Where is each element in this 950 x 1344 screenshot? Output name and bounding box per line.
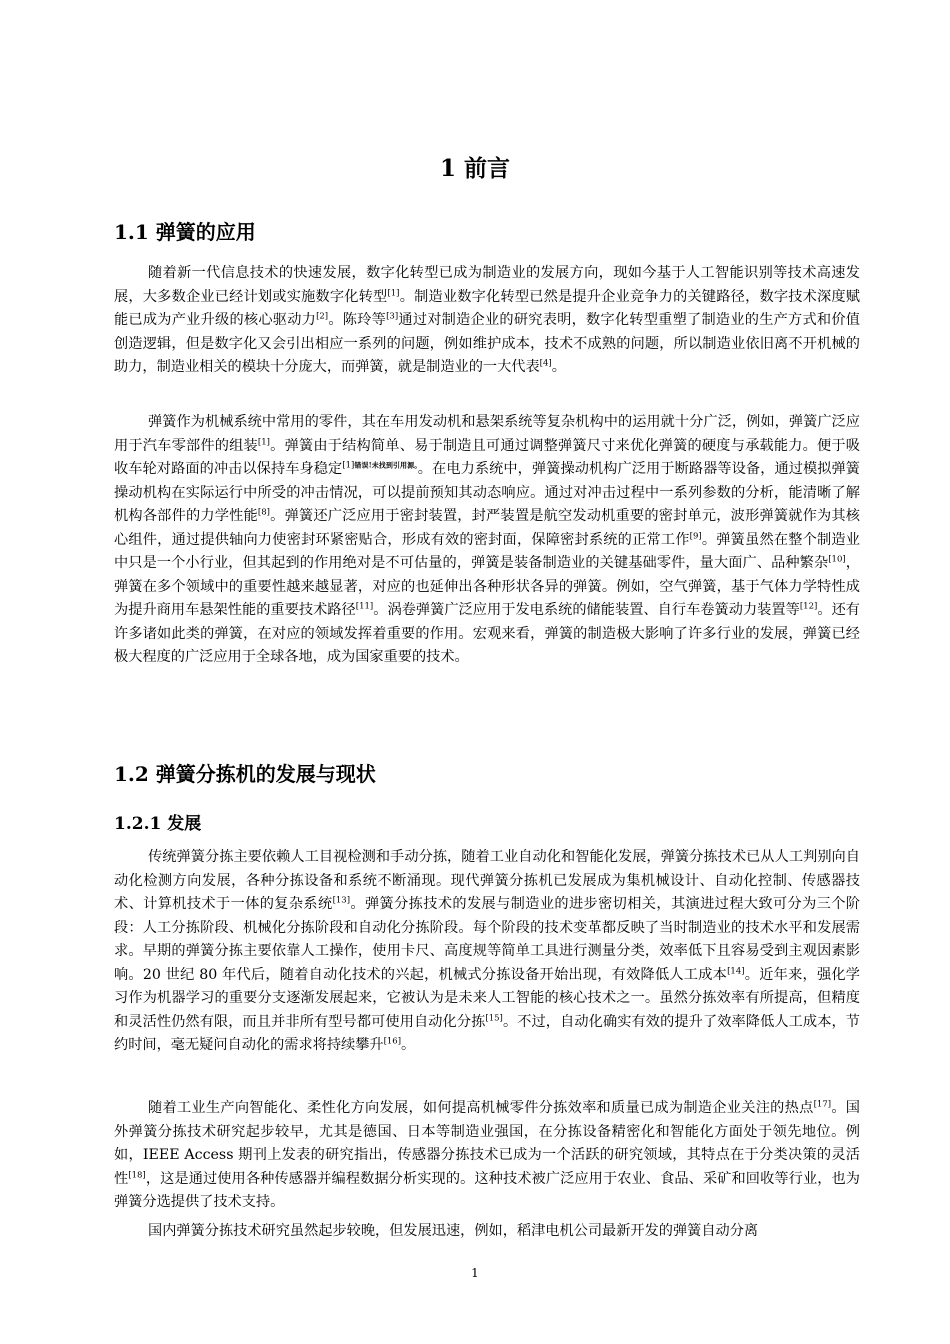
text-run: 。国外弹簧分拣技术研究起步较早，尤其是德国、日本等制造业强国，在分拣设备精密化和智能化方面处于领先地位。例如，IEEE Access 期刊上发表的研究指出，传感器分拣技术已成为一个活跃的研究领域，其特点在于分类决策的灵活性 bbox=[114, 1100, 860, 1187]
text-run: 随着工业生产向智能化、柔性化方向发展，如何提高机械零件分拣效率和质量已成为制造企业关注的热点 bbox=[148, 1100, 814, 1116]
citation-ref: [10] bbox=[828, 554, 846, 565]
citation-ref: [18] bbox=[128, 1169, 146, 1180]
paragraph bbox=[114, 1220, 860, 1244]
text-run: 。弹簧虽然在整个制造业中只是一个小行业，但其起到的作用绝对是不可估量的，弹簧是装备制造业的关键基础零件，量大面广、品种繁杂 bbox=[114, 531, 860, 571]
paragraph bbox=[114, 1097, 860, 1215]
citation-ref: [17] bbox=[813, 1099, 832, 1110]
page-number: 1 bbox=[471, 1266, 479, 1280]
text-run: 。涡卷弹簧广泛应用于发电系统的储能装置、自行车卷簧动力装置等 bbox=[373, 602, 800, 618]
section-heading-1-2: 1.2 弹簧分拣机的发展与现状 bbox=[114, 762, 376, 786]
section-heading-1-1: 1.1 弹簧的应用 bbox=[114, 220, 256, 244]
text-run: 。陈玲等 bbox=[328, 312, 387, 328]
text-run: 国内弹簧分拣技术研究虽然起步较晚，但发展迅速，例如，稻津电机公司最新开发的弹簧自动分离 bbox=[148, 1223, 759, 1239]
citation-ref: [8] bbox=[257, 507, 270, 518]
text-run: 。弹簧分拣技术的发展与制造业的进步密切相关，其演进过程大致可分为三个阶段：人工分拣阶段、机械化分拣阶段和自动化分拣阶段。每个阶段的技术变革都反映了当时制造业的技术水平和发展需求。早期的弹簧分拣主要依靠人工操作，使用卡尺、高度规等简单工具进行测量分类，效率低下且容易受到主观因素影响。20 世纪 80 年代后，随着自动化技术的兴起，机械式分拣设备开始出现，有效降低人工成本 bbox=[114, 896, 860, 983]
chapter-title: 1 前言 bbox=[439, 155, 510, 182]
text-run: ，这是通过使用各种传感器并编程数据分析实现的。这种技术被广泛应用于农业、食品、采矿和回收等行业，也为弹簧分选提供了技术支持。 bbox=[114, 1170, 860, 1210]
text-run: 弹簧作为机械系统中常用的零件，其在车用发动机和悬架系统等复杂机构中的运用就十分广泛，例如，弹簧广泛应用于汽车零部件的组装 bbox=[114, 414, 860, 454]
citation-ref: [11] bbox=[355, 601, 374, 612]
citation-ref: [1] bbox=[342, 460, 355, 471]
citation-ref: [4] bbox=[539, 358, 552, 369]
citation-ref: [9] bbox=[689, 530, 702, 541]
citation-ref: [14] bbox=[727, 965, 745, 976]
citation-ref: [16] bbox=[383, 1036, 402, 1047]
reference-error-note: 错误!未找到引用源。 bbox=[354, 460, 418, 470]
text-run: 。还有许多诸如此类的弹簧，在对应的领域发挥着重要的作用。宏观来看，弹簧的制造极大影响了许多行业的发展，弹簧已经极大程度的广泛应用于全球各地，成为国家重要的技术。 bbox=[114, 602, 860, 665]
paragraph bbox=[114, 262, 860, 380]
text-run: 。 bbox=[551, 359, 566, 375]
text-run: ，弹簧在多个领域中的重要性越来越显著，对应的也延伸出各种形状各异的弹簧。例如，空气弹簧，基于气体力学特性成为提升商用车悬架性能的重要技术路径 bbox=[114, 555, 860, 618]
citation-ref: [1] bbox=[257, 436, 270, 447]
text-run: 。近年来，强化学习作为机器学习的重要分支逐渐发展起来，它被认为是未来人工智能的核心技术之一。虽然分拣效率有所提高，但精度和灵活性仍然有限，而且并非所有型号都可使用自动化分拣 bbox=[114, 966, 860, 1030]
citation-ref: [1] bbox=[387, 287, 400, 298]
text-run: 。弹簧还广泛应用于密封装置，封严装置是航空发动机重要的密封单元，波形弹簧就作为其核心组件，通过提供轴向力使密封环紧密贴合，形成有效的密封面，保障密封系统的正常工作 bbox=[114, 508, 860, 548]
citation-ref: [13] bbox=[332, 895, 351, 906]
subsection-heading-1-2-1: 1.2.1 发展 bbox=[114, 814, 202, 834]
citation-ref: [15] bbox=[485, 1012, 503, 1023]
text-run: 通过对制造企业的研究表明，数字化转型重塑了制造业的生产方式和价值创造逻辑，但是数字化又会引出相应一系列的问题，例如维护成本，技术不成熟的问题，所以制造业依旧离不开机械的助力，制造业相关的模块十分庞大，而弹簧，就是制造业的一大代表 bbox=[114, 312, 860, 375]
text-run: 。 bbox=[401, 1037, 416, 1053]
text-run: 随着新一代信息技术的快速发展，数字化转型已成为制造业的发展方向，现如今基于人工智能识别等技术高速发展，大多数企业已经计划或实施数字化转型 bbox=[114, 265, 860, 305]
paragraph bbox=[114, 846, 860, 1058]
text-run: 传统弹簧分拣主要依赖人工目视检测和手动分拣，随着工业自动化和智能化发展，弹簧分拣技术已从人工判别向自动化检测方向发展，各种分拣设备和系统不断涌现。现代弹簧分拣机已发展成为集机械设计、自动化控制、传感器技术、计算机技术于一体的复杂系统 bbox=[114, 849, 860, 912]
text-run: 。制造业数字化转型已然是提升企业竞争力的关键路径，数字技术深度赋能已成为产业升级的核心驱动力 bbox=[114, 288, 860, 328]
text-run: 。不过，自动化确实有效的提升了效率降低人工成本，节约时间，毫无疑问自动化的需求将持续攀升 bbox=[114, 1013, 860, 1053]
citation-ref: [12] bbox=[799, 601, 818, 612]
text-run: 。弹簧由于结构简单、易于制造且可通过调整弹簧尺寸来优化弹簧的硬度与承载能力。便于吸收车轮对路面的冲击以保持车身稳定 bbox=[114, 437, 860, 477]
paragraph bbox=[114, 411, 860, 670]
citation-ref: [3] bbox=[386, 311, 399, 322]
text-run: 。在电力系统中，弹簧操动机构广泛用于断路器等设备，通过模拟弹簧操动机构在实际运行中所受的冲击情况，可以提前预知其动态响应。通过对冲击过程中一系列参数的分析，能清晰了解机构各部件的力学性能 bbox=[114, 461, 860, 524]
citation-ref: [2] bbox=[316, 311, 329, 322]
